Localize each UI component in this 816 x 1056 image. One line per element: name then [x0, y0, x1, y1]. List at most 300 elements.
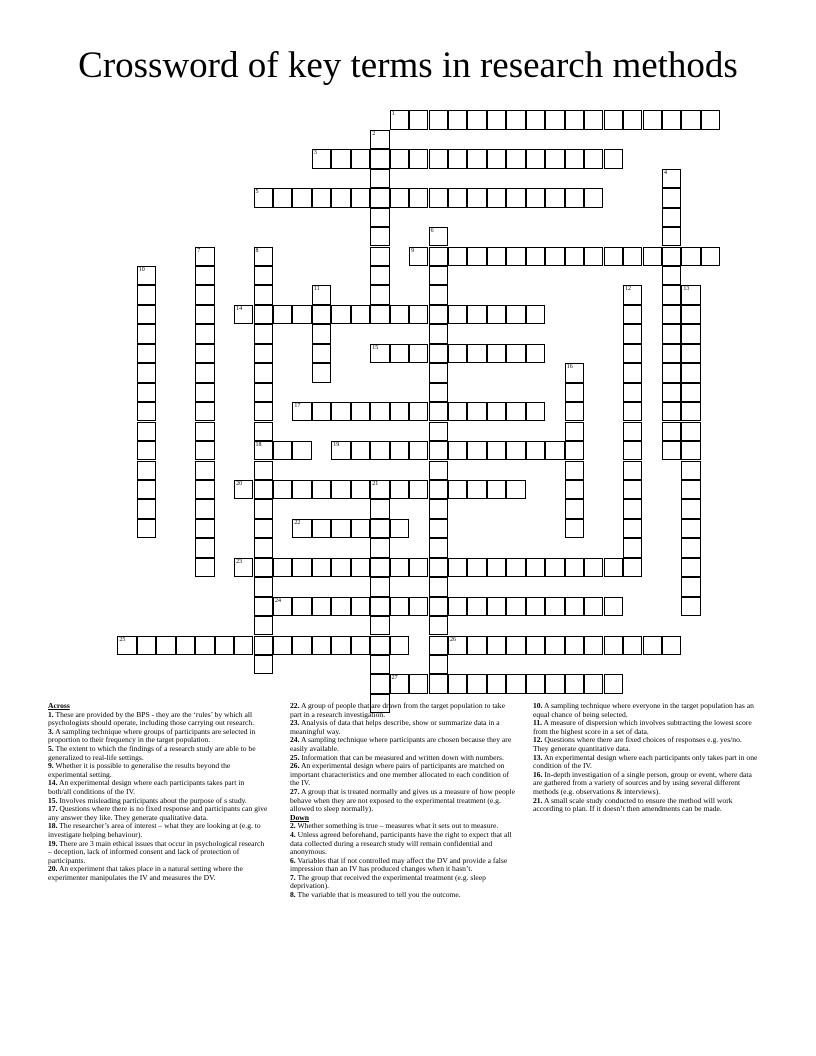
crossword-cell[interactable] — [467, 441, 486, 460]
crossword-cell[interactable] — [526, 188, 545, 207]
crossword-cell[interactable] — [429, 422, 448, 441]
crossword-cell[interactable] — [565, 363, 584, 382]
crossword-cell[interactable] — [662, 285, 681, 304]
crossword-cell[interactable] — [254, 538, 273, 557]
crossword-cell[interactable] — [176, 636, 195, 655]
crossword-cell[interactable] — [254, 305, 273, 324]
crossword-cell[interactable] — [292, 402, 311, 421]
crossword-cell[interactable] — [292, 480, 311, 499]
crossword-cell[interactable] — [662, 305, 681, 324]
crossword-cell[interactable] — [273, 188, 292, 207]
crossword-cell[interactable] — [254, 655, 273, 674]
crossword-cell[interactable] — [156, 636, 175, 655]
crossword-cell[interactable] — [429, 597, 448, 616]
crossword-cell[interactable] — [370, 538, 389, 557]
crossword-cell[interactable] — [351, 402, 370, 421]
crossword-cell[interactable] — [506, 480, 525, 499]
crossword-cell[interactable] — [623, 538, 642, 557]
crossword-cell[interactable] — [429, 266, 448, 285]
crossword-cell[interactable] — [565, 499, 584, 518]
crossword-cell[interactable] — [506, 636, 525, 655]
crossword-cell[interactable] — [390, 344, 409, 363]
crossword-cell[interactable] — [331, 558, 350, 577]
crossword-cell[interactable] — [487, 149, 506, 168]
crossword-cell[interactable] — [623, 247, 642, 266]
crossword-cell[interactable] — [565, 519, 584, 538]
crossword-cell[interactable] — [429, 655, 448, 674]
crossword-cell[interactable] — [506, 110, 525, 129]
crossword-cell[interactable] — [254, 636, 273, 655]
crossword-cell[interactable] — [137, 363, 156, 382]
crossword-cell[interactable] — [137, 499, 156, 518]
crossword-cell[interactable] — [623, 402, 642, 421]
crossword-cell[interactable] — [370, 558, 389, 577]
crossword-cell[interactable] — [429, 285, 448, 304]
crossword-cell[interactable] — [643, 110, 662, 129]
crossword-cell[interactable] — [526, 558, 545, 577]
crossword-cell[interactable] — [312, 636, 331, 655]
crossword-cell[interactable] — [681, 441, 700, 460]
crossword-cell[interactable] — [195, 402, 214, 421]
crossword-cell[interactable] — [390, 597, 409, 616]
crossword-cell[interactable] — [487, 110, 506, 129]
crossword-cell[interactable] — [312, 344, 331, 363]
crossword-cell[interactable] — [429, 188, 448, 207]
crossword-cell[interactable] — [487, 597, 506, 616]
crossword-cell[interactable] — [137, 344, 156, 363]
crossword-cell[interactable] — [137, 461, 156, 480]
crossword-cell[interactable] — [370, 149, 389, 168]
crossword-cell[interactable] — [195, 363, 214, 382]
crossword-cell[interactable] — [662, 266, 681, 285]
crossword-cell[interactable] — [467, 480, 486, 499]
crossword-cell[interactable] — [448, 247, 467, 266]
crossword-cell[interactable] — [623, 461, 642, 480]
crossword-cell[interactable] — [137, 305, 156, 324]
crossword-cell[interactable] — [662, 636, 681, 655]
crossword-cell[interactable] — [137, 285, 156, 304]
crossword-cell[interactable] — [545, 188, 564, 207]
crossword-cell[interactable] — [137, 402, 156, 421]
crossword-cell[interactable] — [331, 519, 350, 538]
crossword-cell[interactable] — [604, 636, 623, 655]
crossword-cell[interactable] — [195, 461, 214, 480]
crossword-cell[interactable] — [409, 674, 428, 693]
crossword-cell[interactable] — [234, 636, 253, 655]
crossword-cell[interactable] — [487, 480, 506, 499]
crossword-cell[interactable] — [623, 441, 642, 460]
crossword-cell[interactable] — [370, 616, 389, 635]
crossword-cell[interactable] — [467, 636, 486, 655]
crossword-cell[interactable] — [254, 499, 273, 518]
crossword-cell[interactable] — [604, 110, 623, 129]
crossword-cell[interactable] — [370, 519, 389, 538]
crossword-cell[interactable] — [584, 674, 603, 693]
crossword-cell[interactable] — [370, 208, 389, 227]
crossword-cell[interactable] — [623, 110, 642, 129]
crossword-cell[interactable] — [623, 285, 642, 304]
crossword-cell[interactable] — [701, 247, 720, 266]
crossword-cell[interactable] — [623, 499, 642, 518]
crossword-cell[interactable] — [390, 110, 409, 129]
crossword-cell[interactable] — [254, 402, 273, 421]
crossword-cell[interactable] — [545, 441, 564, 460]
crossword-cell[interactable] — [604, 247, 623, 266]
crossword-cell[interactable] — [681, 499, 700, 518]
crossword-cell[interactable] — [351, 188, 370, 207]
crossword-cell[interactable] — [448, 597, 467, 616]
crossword-cell[interactable] — [681, 324, 700, 343]
crossword-cell[interactable] — [370, 480, 389, 499]
crossword-cell[interactable] — [351, 636, 370, 655]
crossword-cell[interactable] — [506, 247, 525, 266]
crossword-cell[interactable] — [254, 519, 273, 538]
crossword-cell[interactable] — [195, 305, 214, 324]
crossword-cell[interactable] — [623, 363, 642, 382]
crossword-cell[interactable] — [526, 305, 545, 324]
crossword-cell[interactable] — [584, 247, 603, 266]
crossword-cell[interactable] — [429, 616, 448, 635]
crossword-cell[interactable] — [429, 110, 448, 129]
crossword-cell[interactable] — [681, 305, 700, 324]
crossword-cell[interactable] — [254, 363, 273, 382]
crossword-cell[interactable] — [429, 383, 448, 402]
crossword-cell[interactable] — [429, 149, 448, 168]
crossword-cell[interactable] — [351, 519, 370, 538]
crossword-cell[interactable] — [448, 402, 467, 421]
crossword-cell[interactable] — [584, 558, 603, 577]
crossword-cell[interactable] — [584, 110, 603, 129]
crossword-cell[interactable] — [195, 422, 214, 441]
crossword-cell[interactable] — [506, 344, 525, 363]
crossword-cell[interactable] — [312, 519, 331, 538]
crossword-cell[interactable] — [254, 247, 273, 266]
crossword-cell[interactable] — [565, 149, 584, 168]
crossword-cell[interactable] — [545, 674, 564, 693]
crossword-cell[interactable] — [370, 188, 389, 207]
crossword-cell[interactable] — [448, 558, 467, 577]
crossword-cell[interactable] — [584, 636, 603, 655]
crossword-cell[interactable] — [409, 402, 428, 421]
crossword-cell[interactable] — [390, 519, 409, 538]
crossword-cell[interactable] — [565, 402, 584, 421]
crossword-cell[interactable] — [662, 402, 681, 421]
crossword-cell[interactable] — [662, 441, 681, 460]
crossword-cell[interactable] — [448, 305, 467, 324]
crossword-cell[interactable] — [429, 247, 448, 266]
crossword-cell[interactable] — [195, 519, 214, 538]
crossword-cell[interactable] — [604, 558, 623, 577]
crossword-cell[interactable] — [254, 461, 273, 480]
crossword-cell[interactable] — [467, 674, 486, 693]
crossword-cell[interactable] — [370, 499, 389, 518]
crossword-cell[interactable] — [195, 247, 214, 266]
crossword-cell[interactable] — [545, 110, 564, 129]
crossword-cell[interactable] — [565, 422, 584, 441]
crossword-cell[interactable] — [604, 597, 623, 616]
crossword-cell[interactable] — [681, 402, 700, 421]
crossword-cell[interactable] — [662, 344, 681, 363]
crossword-cell[interactable] — [331, 305, 350, 324]
crossword-cell[interactable] — [351, 305, 370, 324]
crossword-cell[interactable] — [137, 422, 156, 441]
crossword-cell[interactable] — [137, 441, 156, 460]
crossword-cell[interactable] — [584, 188, 603, 207]
crossword-cell[interactable] — [195, 383, 214, 402]
crossword-cell[interactable] — [487, 305, 506, 324]
crossword-cell[interactable] — [429, 305, 448, 324]
crossword-cell[interactable] — [565, 247, 584, 266]
crossword-cell[interactable] — [662, 363, 681, 382]
crossword-cell[interactable] — [565, 188, 584, 207]
crossword-cell[interactable] — [351, 480, 370, 499]
crossword-cell[interactable] — [584, 149, 603, 168]
crossword-cell[interactable] — [565, 636, 584, 655]
crossword-cell[interactable] — [662, 169, 681, 188]
crossword-cell[interactable] — [429, 480, 448, 499]
crossword-cell[interactable] — [506, 402, 525, 421]
crossword-cell[interactable] — [681, 110, 700, 129]
crossword-cell[interactable] — [662, 422, 681, 441]
crossword-cell[interactable] — [681, 597, 700, 616]
crossword-cell[interactable] — [273, 636, 292, 655]
crossword-cell[interactable] — [254, 616, 273, 635]
crossword-cell[interactable] — [681, 461, 700, 480]
crossword-cell[interactable] — [487, 402, 506, 421]
crossword-cell[interactable] — [565, 480, 584, 499]
crossword-cell[interactable] — [117, 636, 136, 655]
crossword-cell[interactable] — [467, 558, 486, 577]
crossword-cell[interactable] — [467, 344, 486, 363]
crossword-cell[interactable] — [370, 674, 389, 693]
crossword-cell[interactable] — [195, 441, 214, 460]
crossword-cell[interactable] — [506, 305, 525, 324]
crossword-cell[interactable] — [312, 480, 331, 499]
crossword-cell[interactable] — [467, 188, 486, 207]
crossword-cell[interactable] — [351, 441, 370, 460]
crossword-cell[interactable] — [662, 324, 681, 343]
crossword-cell[interactable] — [195, 538, 214, 557]
crossword-cell[interactable] — [312, 285, 331, 304]
crossword-cell[interactable] — [331, 441, 350, 460]
crossword-cell[interactable] — [390, 674, 409, 693]
crossword-cell[interactable] — [662, 208, 681, 227]
crossword-cell[interactable] — [681, 285, 700, 304]
crossword-cell[interactable] — [409, 480, 428, 499]
crossword-cell[interactable] — [254, 577, 273, 596]
crossword-cell[interactable] — [526, 344, 545, 363]
crossword-cell[interactable] — [331, 636, 350, 655]
crossword-cell[interactable] — [390, 305, 409, 324]
crossword-cell[interactable] — [137, 519, 156, 538]
crossword-cell[interactable] — [195, 636, 214, 655]
crossword-cell[interactable] — [506, 558, 525, 577]
crossword-cell[interactable] — [273, 558, 292, 577]
crossword-cell[interactable] — [681, 480, 700, 499]
crossword-cell[interactable] — [331, 188, 350, 207]
crossword-cell[interactable] — [370, 597, 389, 616]
crossword-cell[interactable] — [312, 324, 331, 343]
crossword-cell[interactable] — [448, 674, 467, 693]
crossword-cell[interactable] — [565, 441, 584, 460]
crossword-cell[interactable] — [331, 480, 350, 499]
crossword-cell[interactable] — [254, 188, 273, 207]
crossword-cell[interactable] — [370, 227, 389, 246]
crossword-cell[interactable] — [506, 149, 525, 168]
crossword-cell[interactable] — [195, 344, 214, 363]
crossword-cell[interactable] — [409, 149, 428, 168]
crossword-cell[interactable] — [195, 499, 214, 518]
crossword-cell[interactable] — [448, 110, 467, 129]
crossword-cell[interactable] — [215, 636, 234, 655]
crossword-cell[interactable] — [526, 402, 545, 421]
crossword-cell[interactable] — [390, 402, 409, 421]
crossword-cell[interactable] — [545, 149, 564, 168]
crossword-cell[interactable] — [254, 383, 273, 402]
crossword-cell[interactable] — [331, 597, 350, 616]
crossword-cell[interactable] — [370, 130, 389, 149]
crossword-cell[interactable] — [273, 597, 292, 616]
crossword-cell[interactable] — [429, 519, 448, 538]
crossword-cell[interactable] — [623, 344, 642, 363]
crossword-cell[interactable] — [390, 636, 409, 655]
crossword-cell[interactable] — [370, 344, 389, 363]
crossword-cell[interactable] — [448, 188, 467, 207]
crossword-cell[interactable] — [370, 247, 389, 266]
crossword-cell[interactable] — [234, 480, 253, 499]
crossword-cell[interactable] — [526, 149, 545, 168]
crossword-cell[interactable] — [662, 227, 681, 246]
crossword-cell[interactable] — [195, 558, 214, 577]
crossword-cell[interactable] — [448, 441, 467, 460]
crossword-cell[interactable] — [565, 383, 584, 402]
crossword-cell[interactable] — [370, 655, 389, 674]
crossword-cell[interactable] — [506, 597, 525, 616]
crossword-cell[interactable] — [370, 577, 389, 596]
crossword-cell[interactable] — [662, 247, 681, 266]
crossword-cell[interactable] — [292, 558, 311, 577]
crossword-cell[interactable] — [390, 441, 409, 460]
crossword-cell[interactable] — [526, 247, 545, 266]
crossword-cell[interactable] — [681, 519, 700, 538]
crossword-cell[interactable] — [623, 519, 642, 538]
crossword-cell[interactable] — [623, 383, 642, 402]
crossword-cell[interactable] — [409, 558, 428, 577]
crossword-cell[interactable] — [506, 441, 525, 460]
crossword-cell[interactable] — [467, 402, 486, 421]
crossword-cell[interactable] — [137, 636, 156, 655]
crossword-cell[interactable] — [254, 422, 273, 441]
crossword-cell[interactable] — [292, 305, 311, 324]
crossword-cell[interactable] — [390, 480, 409, 499]
crossword-cell[interactable] — [312, 305, 331, 324]
crossword-cell[interactable] — [448, 149, 467, 168]
crossword-cell[interactable] — [409, 247, 428, 266]
crossword-cell[interactable] — [312, 558, 331, 577]
crossword-cell[interactable] — [254, 558, 273, 577]
crossword-cell[interactable] — [273, 305, 292, 324]
crossword-cell[interactable] — [312, 402, 331, 421]
crossword-cell[interactable] — [565, 110, 584, 129]
crossword-cell[interactable] — [370, 402, 389, 421]
crossword-cell[interactable] — [643, 247, 662, 266]
crossword-cell[interactable] — [234, 305, 253, 324]
crossword-cell[interactable] — [137, 383, 156, 402]
crossword-cell[interactable] — [390, 188, 409, 207]
crossword-cell[interactable] — [506, 188, 525, 207]
crossword-cell[interactable] — [526, 597, 545, 616]
crossword-cell[interactable] — [312, 149, 331, 168]
crossword-cell[interactable] — [429, 363, 448, 382]
crossword-cell[interactable] — [254, 324, 273, 343]
crossword-cell[interactable] — [409, 110, 428, 129]
crossword-cell[interactable] — [137, 480, 156, 499]
crossword-cell[interactable] — [370, 441, 389, 460]
crossword-cell[interactable] — [429, 402, 448, 421]
crossword-cell[interactable] — [701, 110, 720, 129]
crossword-cell[interactable] — [429, 636, 448, 655]
crossword-cell[interactable] — [273, 441, 292, 460]
crossword-cell[interactable] — [662, 188, 681, 207]
crossword-cell[interactable] — [137, 324, 156, 343]
crossword-cell[interactable] — [195, 480, 214, 499]
crossword-cell[interactable] — [467, 597, 486, 616]
crossword-cell[interactable] — [545, 247, 564, 266]
crossword-cell[interactable] — [526, 636, 545, 655]
crossword-cell[interactable] — [681, 558, 700, 577]
crossword-cell[interactable] — [195, 285, 214, 304]
crossword-cell[interactable] — [623, 558, 642, 577]
crossword-cell[interactable] — [429, 499, 448, 518]
crossword-cell[interactable] — [429, 577, 448, 596]
crossword-cell[interactable] — [409, 597, 428, 616]
crossword-cell[interactable] — [254, 441, 273, 460]
crossword-cell[interactable] — [273, 480, 292, 499]
crossword-cell[interactable] — [331, 149, 350, 168]
crossword-cell[interactable] — [331, 402, 350, 421]
crossword-cell[interactable] — [604, 674, 623, 693]
crossword-cell[interactable] — [487, 441, 506, 460]
crossword-cell[interactable] — [292, 188, 311, 207]
crossword-cell[interactable] — [681, 538, 700, 557]
crossword-cell[interactable] — [681, 344, 700, 363]
crossword-cell[interactable] — [254, 344, 273, 363]
crossword-cell[interactable] — [604, 149, 623, 168]
crossword-cell[interactable] — [565, 558, 584, 577]
crossword-cell[interactable] — [254, 597, 273, 616]
crossword-cell[interactable] — [390, 558, 409, 577]
crossword-cell[interactable] — [370, 169, 389, 188]
crossword-cell[interactable] — [254, 285, 273, 304]
crossword-cell[interactable] — [448, 636, 467, 655]
crossword-cell[interactable] — [429, 558, 448, 577]
crossword-cell[interactable] — [234, 558, 253, 577]
crossword-cell[interactable] — [429, 538, 448, 557]
crossword-cell[interactable] — [643, 636, 662, 655]
crossword-cell[interactable] — [429, 324, 448, 343]
crossword-cell[interactable] — [195, 266, 214, 285]
crossword-cell[interactable] — [545, 636, 564, 655]
crossword-cell[interactable] — [429, 461, 448, 480]
crossword-cell[interactable] — [351, 597, 370, 616]
crossword-cell[interactable] — [312, 597, 331, 616]
crossword-cell[interactable] — [409, 344, 428, 363]
crossword-cell[interactable] — [292, 441, 311, 460]
crossword-cell[interactable] — [526, 441, 545, 460]
crossword-cell[interactable] — [467, 305, 486, 324]
crossword-cell[interactable] — [312, 188, 331, 207]
crossword-cell[interactable] — [623, 636, 642, 655]
